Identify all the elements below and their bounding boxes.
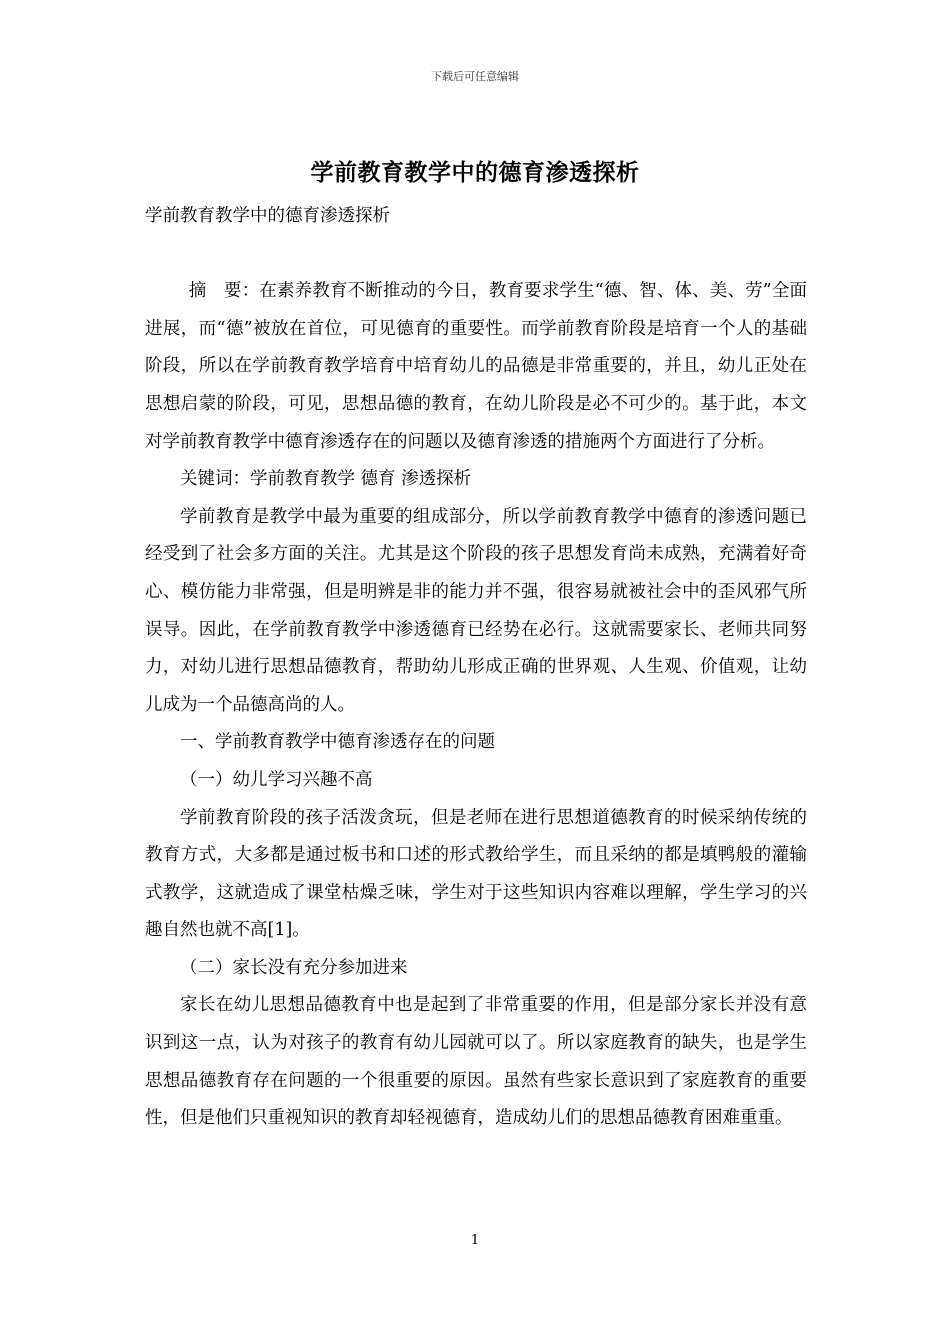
document-body	[145, 198, 807, 1138]
subsection-2-paragraph: 家长在幼儿思想品德教育中也是起到了非常重要的作用，但是部分家长并没有意识到这一点，认为对孩子的教育有幼儿园就可以了。所以家庭教育的缺失，也是学生思想品德教育存在问题的一个很重要的原因。虽然有些家长意识到了家庭教育的重要性，但是他们只重视知识的教育却轻视德育，造成幼儿们的思想品德教育困难重重。	[145, 995, 807, 1129]
section-1-heading: 一、学前教育教学中德育渗透存在的问题	[180, 732, 495, 753]
document-title: 学前教育教学中的德育渗透探析	[310, 159, 640, 186]
document-subtitle: 学前教育教学中的德育渗透探析	[145, 206, 390, 226]
header-note: 下载后可任意编辑	[431, 70, 519, 83]
page-number: 1	[470, 1233, 480, 1248]
intro-paragraph: 学前教育是教学中最为重要的组成部分，所以学前教育教学中德育的渗透问题已经受到了社会多方面的关注。尤其是这个阶段的孩子思想发育尚未成熟，充满着好奇心、模仿能力非常强，但是明辨是非的能力并不强，很容易就被社会中的歪风邪气所误导。因此，在学前教育教学中渗透德育已经势在必行。这就需要家长、老师共同努力，对幼儿进行思想品德教育，帮助幼儿形成正确的世界观、人生观、价值观，让幼儿成为一个品德高尚的人。	[145, 506, 807, 715]
subsection-1-paragraph: 学前教育阶段的孩子活泼贪玩，但是老师在进行思想道德教育的时候采纳传统的教育方式，大多都是通过板书和口述的形式教给学生，而且采纳的都是填鸭般的灌输式教学，这就造成了课堂枯燥乏味，学生对于这些知识内容难以理解，学生学习的兴趣自然也就不高[1]。	[145, 807, 807, 941]
subsection-1-heading: （一）幼儿学习兴趣不高	[180, 769, 373, 790]
subsection-2-heading: （二）家长没有充分参加进来	[180, 957, 408, 978]
keywords-line: 关键词：学前教育教学 德育 渗透探析	[180, 469, 472, 490]
blank-line	[145, 236, 807, 274]
abstract-paragraph: 摘 要：在素养教育不断推动的今日，教育要求学生“德、智、体、美、劳”全面进展，而“德”被放在首位，可见德育的重要性。而学前教育阶段是培育一个人的基础阶段，所以在学前教育教学培育中培育幼儿的品德是非常重要的，并且，幼儿正处在思想启蒙的阶段，可见，思想品德的教育，在幼儿阶段是必不可少的。基于此，本文对学前教育教学中德育渗透存在的问题以及德育渗透的措施两个方面进行了分析。	[145, 281, 807, 452]
